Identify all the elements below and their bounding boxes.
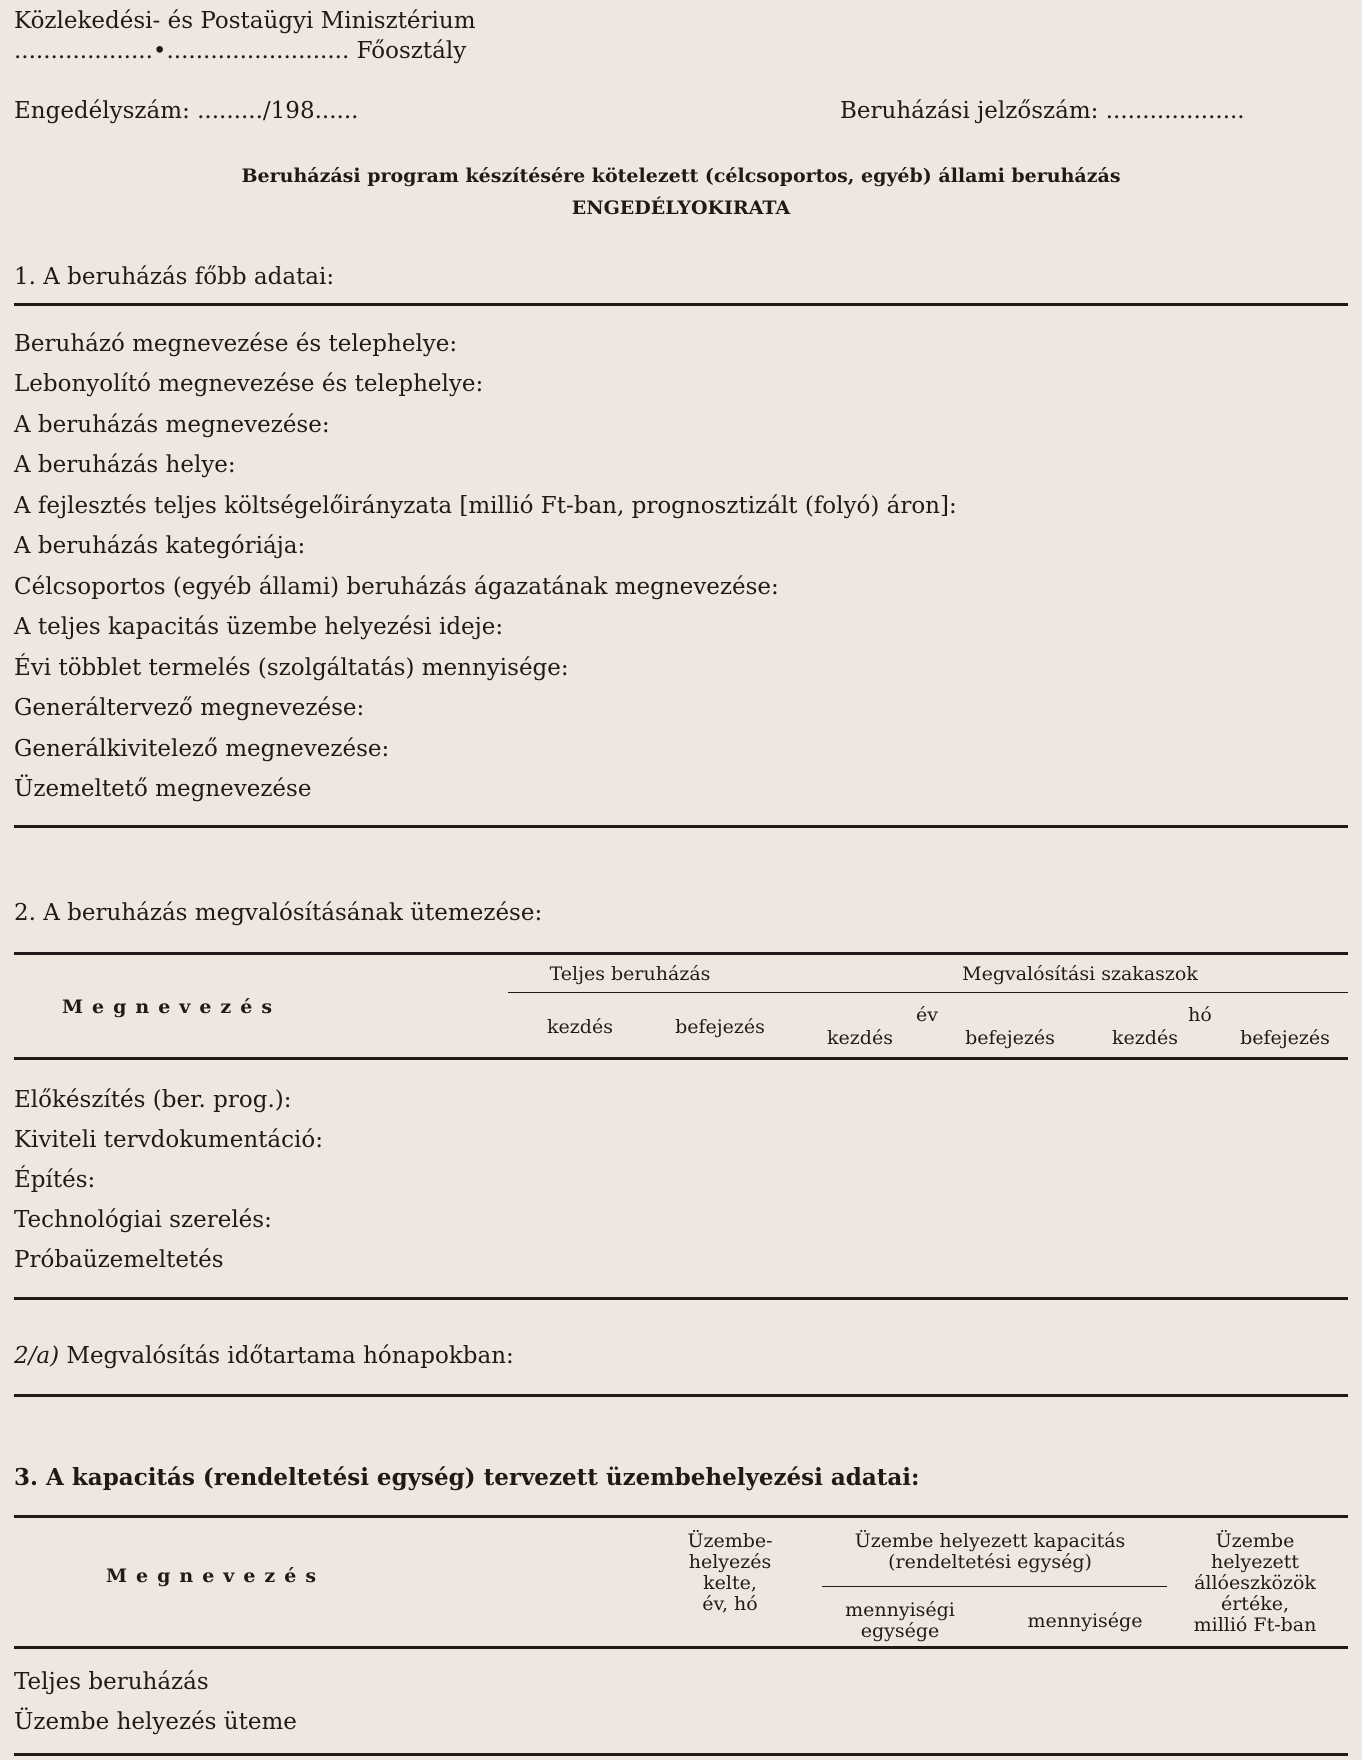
divider [14,825,1348,828]
col-header-unit: mennyiségi egysége [845,1599,955,1642]
divider [14,303,1348,306]
document-title: Beruházási program készítésére kötelezett (célcsoportos, egyéb) állami beruházás [241,165,1121,187]
divider [14,1515,1348,1518]
table-row: Próbaüzemeltetés [14,1247,224,1273]
col-group-total: Teljes beruházás [549,963,711,985]
section3-heading: 3. A kapacitás (rendeltetési egység) tervezett üzembehelyezési adatai: [14,1464,920,1491]
col-header-start: kezdés [1112,1027,1178,1049]
col-header-start: kezdés [827,1027,893,1049]
col-header-end: befejezés [675,1016,765,1038]
table-row: Építés: [14,1167,96,1193]
col-header-name: Megnevezés [106,1565,326,1587]
divider [14,1646,1348,1649]
field-label: Üzemeltető megnevezése [14,776,312,802]
col-group-phases: Megvalósítási szakaszok [962,963,1198,985]
department-line [14,38,466,64]
header-subrule [822,1586,1167,1587]
col-header-qty: mennyisége [1027,1610,1143,1632]
field-label: A teljes kapacitás üzembe helyezési ideje: [14,614,504,640]
field-label: A fejlesztés teljes költségelőirányzata [millió Ft-ban, prognosztizált (folyó) áron]: [14,493,957,519]
col-header-end: befejezés [1240,1027,1330,1049]
divider [14,1297,1348,1300]
field-label: A beruházás kategóriája: [14,533,306,559]
field-label: Beruházó megnevezése és telephelye: [14,331,458,357]
field-label: Generálkivitelező megnevezése: [14,736,390,762]
document-title-main: ENGEDÉLYOKIRATA [571,197,791,219]
col-header-name: Megnevezés [62,996,282,1018]
field-label: Generáltervező megnevezése: [14,695,365,721]
section1-heading: 1. A beruházás főbb adatai: [14,264,335,290]
table-row: Kiviteli tervdokumentáció: [14,1127,323,1153]
divider [14,1753,1348,1756]
section2a-heading [14,1343,514,1369]
investment-code: Beruházási jelzőszám: ................... [840,98,1245,124]
col-group-capacity: Üzembe helyezett kapacitás (rendeltetési egység) [854,1530,1126,1573]
header-subrule [508,992,1348,993]
divider [14,1057,1348,1060]
col-header-date: Üzembe- helyezés kelte, év, hó [687,1530,773,1615]
divider [14,1394,1348,1397]
department-label: Főosztály [356,38,467,64]
divider [14,952,1348,955]
field-label: Célcsoportos (egyéb állami) beruházás ágazatának megnevezése: [14,574,779,600]
section2a-text: Megvalósítás időtartama hónapokban: [66,1343,514,1369]
col-header-end: befejezés [965,1027,1055,1049]
field-label: Lebonyolító megnevezése és telephelye: [14,371,484,397]
col-header-value: Üzembe helyezett állóeszközök értéke, millió Ft-ban [1193,1530,1317,1636]
table-row: Előkészítés (ber. prog.): [14,1087,292,1113]
table-row: Technológiai szerelés: [14,1207,272,1233]
permit-number: Engedélyszám: ........./198...... [14,98,359,124]
field-label: Évi többlet termelés (szolgáltatás) mennyisége: [14,655,569,681]
ministry-name: Közlekedési- és Postaügyi Minisztérium [14,8,476,34]
section2-heading: 2. A beruházás megvalósításának ütemezése: [14,900,543,926]
col-header-start: kezdés [547,1016,613,1038]
col-sub-year: év [916,1004,938,1026]
table-row: Teljes beruházás [14,1669,209,1695]
col-sub-month: hó [1188,1004,1212,1026]
department-blank: ...................•......................... [14,38,350,64]
field-label: A beruházás helye: [14,452,236,478]
field-label: A beruházás megnevezése: [14,412,330,438]
table-row: Üzembe helyezés üteme [14,1709,297,1735]
section2a-prefix: 2/a) [14,1343,60,1369]
